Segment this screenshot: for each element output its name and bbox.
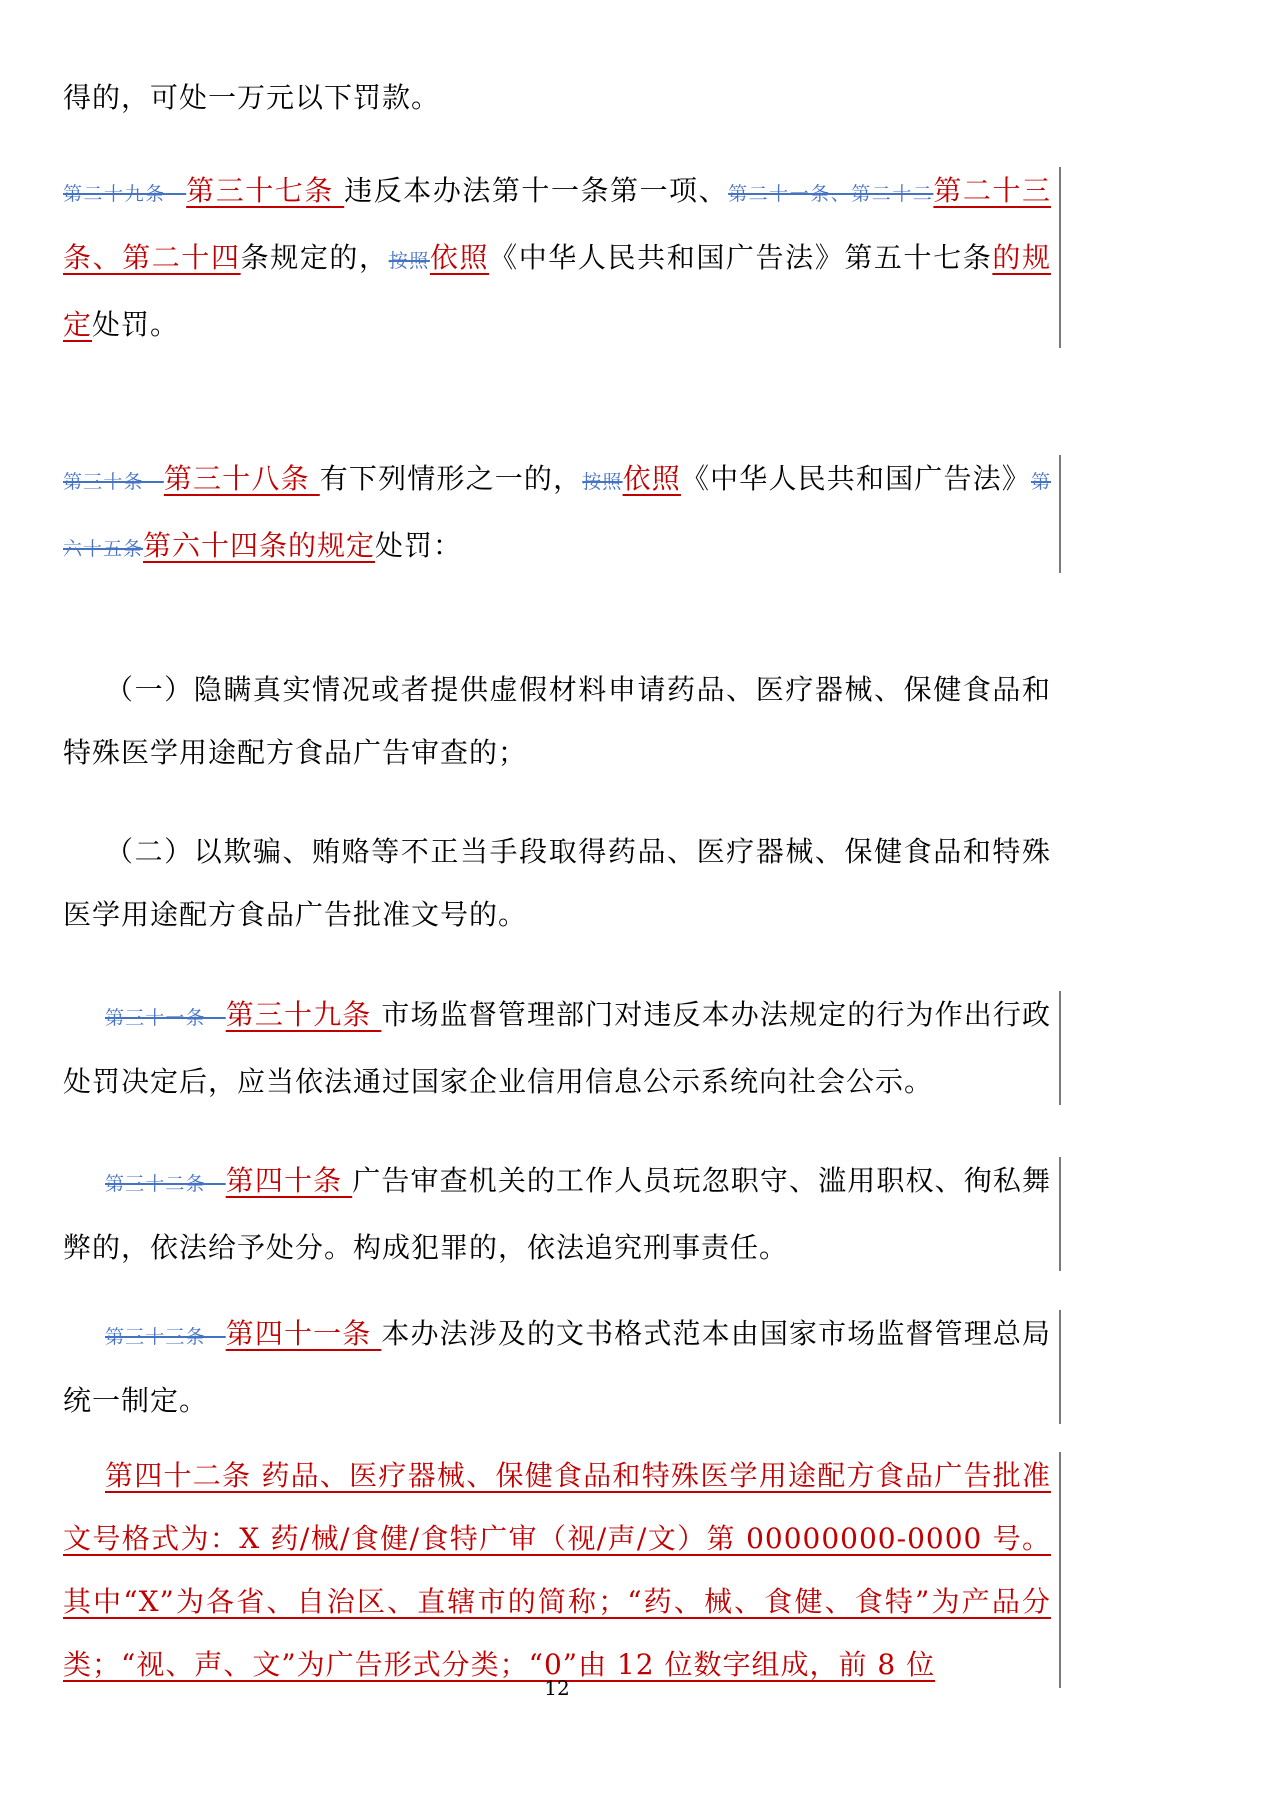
- deleted-text-run: 第二十一条、第二十二: [728, 183, 934, 205]
- inserted-text-run: 第四十二条 药品、医疗器械、保健食品和特殊医学用途配方食品广告批准文号格式为：X 药/械/食健/食特广审（视/声/文）第 00000000-0000 号。其中“X”为各省、自治区、直辖市的简称；“药、械、食健、食特”为产品分类；“视、声、文”为广告形式分类；“0”由 12 位数字组成，前 8 位: [63, 1459, 1051, 1681]
- text-run: 违反本办法第十一条第一项、: [344, 174, 729, 207]
- inserted-text-run: 第三十九条: [225, 998, 382, 1031]
- deleted-text-run: 第二十九条: [63, 183, 187, 205]
- paragraph-revised: [63, 447, 1051, 581]
- text-run: 处罚：: [375, 529, 463, 562]
- paragraph-revised: [63, 159, 1051, 356]
- text-run: 广告审查机关的工作人员玩忽职守、滥用职权、徇私舞弊的，依法给予处分。构成犯罪的，依法追究刑事责任。: [63, 1164, 1051, 1264]
- paragraph: [63, 820, 1051, 946]
- inserted-text-run: 第六十四条的规定: [143, 529, 376, 562]
- deleted-text-run: 第三十一条: [105, 1007, 226, 1029]
- page-footer: [63, 1676, 1051, 1700]
- deleted-text-run: 第三十条: [63, 471, 164, 493]
- inserted-text-run: 依照: [622, 462, 681, 495]
- paragraph-revised: [63, 1444, 1051, 1696]
- deleted-text-run: 第三十三条: [105, 1326, 226, 1348]
- inserted-text-run: 第二十三条、第二十四: [63, 174, 1051, 274]
- paragraph: [63, 66, 1051, 129]
- text-run: 《中华人民共和国广告法》第五十七条: [489, 241, 993, 274]
- inserted-text-run: 第四十一条: [225, 1317, 382, 1350]
- page-number: 12: [544, 1676, 570, 1700]
- inserted-text-run: 第三十七条: [186, 174, 345, 207]
- deleted-text-run: 第三十二条: [105, 1173, 226, 1195]
- deleted-text-run: 第六十五条: [63, 471, 1051, 560]
- inserted-text-run: 第三十八条: [163, 462, 320, 495]
- text-run: 有下列情形之一的，: [319, 462, 583, 495]
- paragraph: [63, 658, 1051, 784]
- text-run: 本办法涉及的文书格式范本由国家市场监督管理总局统一制定。: [63, 1317, 1051, 1417]
- text-run: 《中华人民共和国广告法》: [680, 462, 1031, 495]
- text-run: （二）以欺骗、贿赂等不正当手段取得药品、医疗器械、保健食品和特殊医学用途配方食品广告批准文号的。: [63, 835, 1051, 931]
- inserted-text-run: 第四十条: [225, 1164, 353, 1197]
- text-run: 市场监督管理部门对违反本办法规定的行为作出行政处罚决定后，应当依法通过国家企业信用信息公示系统向社会公示。: [63, 998, 1051, 1098]
- text-run: （一）隐瞒真实情况或者提供虚假材料申请药品、医疗器械、保健食品和特殊医学用途配方食品广告审查的；: [63, 673, 1051, 769]
- deleted-text-run: 按照: [388, 250, 430, 272]
- text-run: 条规定的，: [240, 241, 389, 274]
- document-content: [63, 66, 1051, 1696]
- inserted-text-run: 的规定: [63, 241, 1051, 341]
- paragraph-revised: [63, 1302, 1051, 1432]
- inserted-text-run: 依照: [429, 241, 490, 274]
- paragraph-revised: [63, 983, 1051, 1113]
- deleted-text-run: 按照: [582, 471, 623, 493]
- text-run: 得的，可处一万元以下罚款。: [63, 81, 441, 114]
- paragraph-revised: [63, 1149, 1051, 1279]
- text-run: 处罚。: [92, 308, 180, 341]
